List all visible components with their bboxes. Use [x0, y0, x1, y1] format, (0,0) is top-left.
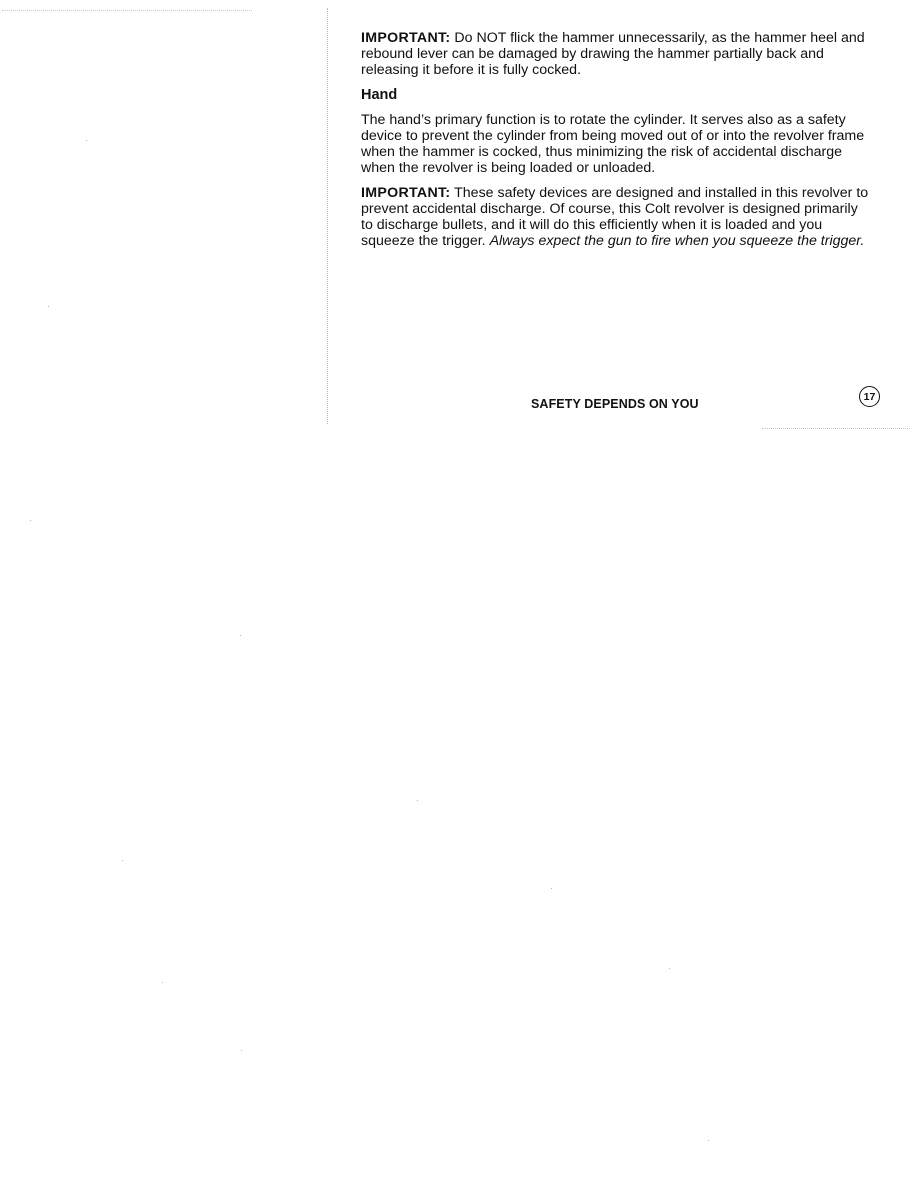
scan-speck [162, 982, 163, 983]
page-footer: SAFETY DEPENDS ON YOU [531, 397, 699, 411]
important-note-text: These safety devices are designed and installed in this revolver to prevent accidental discharge. Of course, this Colt revolver is designed primarily to discharge bullets, and it will do this efficiently when it is loaded and you squeeze the trigger. [361, 184, 869, 250]
scan-speck [417, 800, 418, 801]
scan-speck [240, 635, 241, 636]
important-label: IMPORTANT: [361, 184, 451, 201]
scan-artifact-bottom [762, 428, 910, 429]
important-note-text: Do NOT flick the hammer unnecessarily, as the hammer heel and rebound lever can be damaged by drawing the hammer partially back and releasing it before it is fully cocked. [361, 30, 865, 79]
scan-speck [30, 520, 31, 521]
scan-speck [241, 1050, 242, 1051]
hand-description: The hand’s primary function is to rotate the cylinder. It serves also as a safety device to prevent the cylinder from being moved out of or into the revolver frame when the hammer is cocked, thus minimizing the risk of accidental discharge when the revolver is being loaded or unloaded. [361, 111, 865, 177]
scan-speck [551, 888, 552, 889]
scan-artifact-top [2, 10, 252, 11]
section-heading-hand: Hand [361, 86, 398, 103]
scan-speck [669, 968, 670, 969]
scan-speck [86, 140, 87, 141]
scan-speck [708, 1140, 709, 1141]
important-note-hammer [361, 30, 873, 79]
important-note-safety [361, 185, 873, 250]
page-number: 17 [863, 390, 876, 403]
document-body [361, 30, 873, 257]
important-label: IMPORTANT: [361, 30, 451, 46]
scan-speck [122, 860, 123, 861]
page-number-badge [859, 386, 880, 407]
scan-speck [48, 306, 49, 307]
page-fold-line [327, 8, 328, 424]
warning-emphasis: Always expect the gun to fire when you squeeze the trigger. [489, 233, 865, 250]
